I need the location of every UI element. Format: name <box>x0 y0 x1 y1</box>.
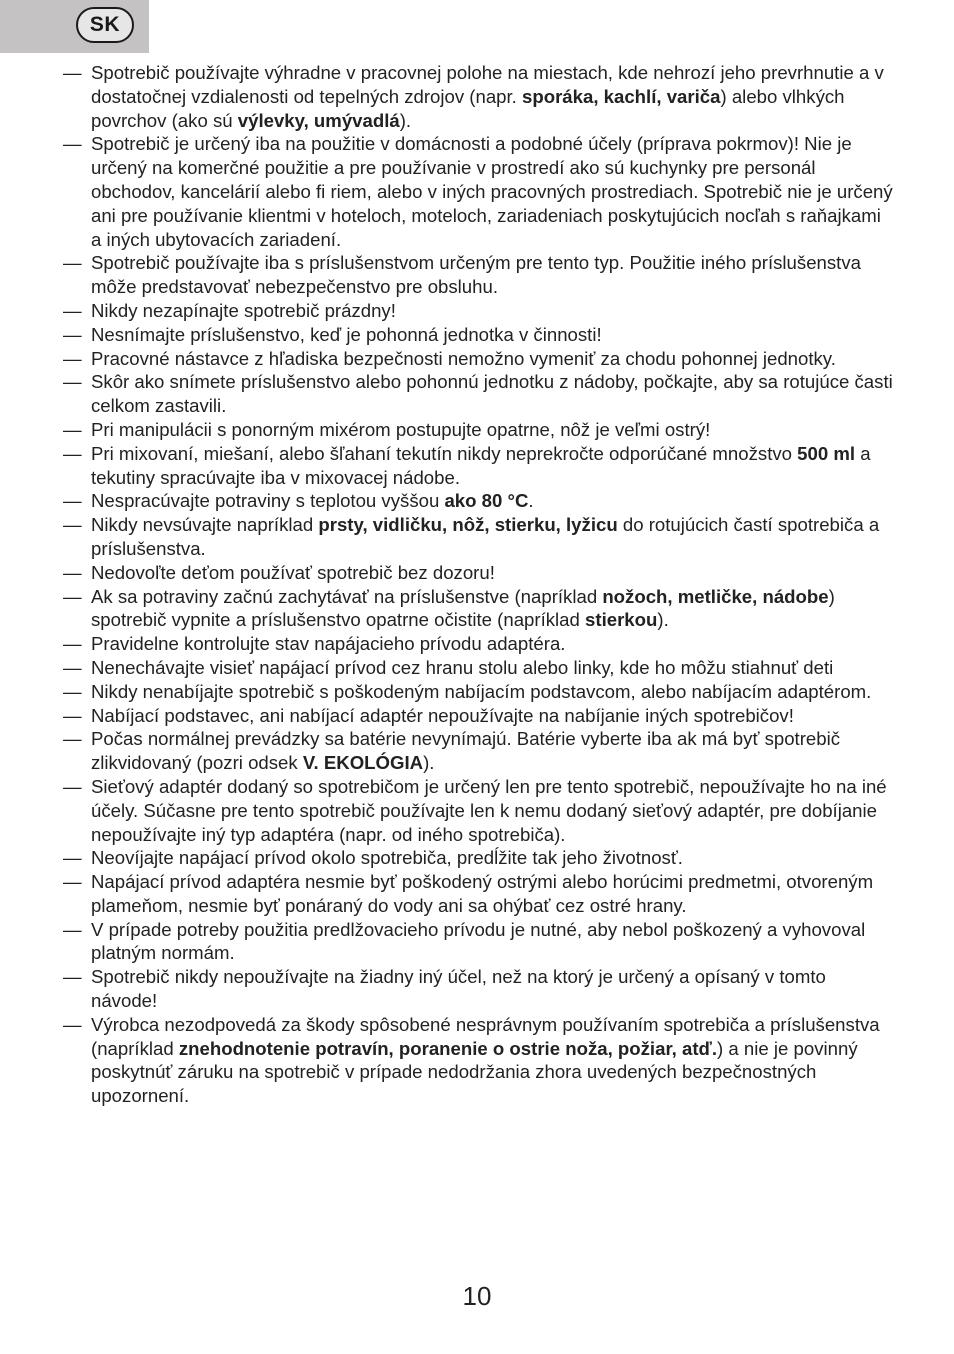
safety-instruction-item <box>63 680 893 704</box>
instruction-text: ) alebo vlhkých povrchov (ako sú <box>91 85 850 131</box>
emphasized-text: V. EKOLÓGIA <box>302 752 424 774</box>
emphasized-text: prsty, vidličku, nôž, stierku, lyžicu <box>318 514 618 536</box>
emphasized-text: znehodnotenie potravín, poranenie o ostrie noža, požiar, atď. <box>178 1037 718 1059</box>
instruction-text: do rotujúcich častí spotrebiča a príslušenstva. <box>91 514 885 559</box>
safety-instruction-item <box>63 561 893 585</box>
instruction-text: ). <box>399 109 412 131</box>
safety-instruction-item <box>63 656 893 680</box>
safety-instruction-item <box>63 442 893 490</box>
safety-instructions-list <box>63 61 898 1108</box>
instruction-text: Nedovoľte deťom používať spotrebič bez dozoru! <box>91 561 495 583</box>
safety-instruction-item <box>63 323 893 347</box>
instruction-text: Spotrebič je určený iba na použitie v domácnosti a podobné účely (príprava pokrmov)! Nie je určený na komerčné použitie a pre používanie v prostredí ako sú kuchynky pre personál obchodov, kancelárií alebo fi riem, alebo v iných pracovných prostrediach. Spotrebič nie je určený ani pre používanie klientmi v hoteloch, moteloch, zariadeniach poskytujúcich nocľah s raňajkami a iných ubytovacích zariadení. <box>91 133 898 250</box>
safety-instruction-item <box>63 489 893 513</box>
instruction-text: Pri mixovaní, miešaní, alebo šľahaní tekutín nikdy neprekročte odporúčané množstvo <box>91 442 798 464</box>
instruction-text: Spotrebič nikdy nepoužívajte na žiadny iný účel, než na ktorý je určený a opísaný v tomto návode! <box>91 966 832 1012</box>
safety-instruction-item <box>63 513 893 561</box>
safety-instruction-item <box>63 370 898 418</box>
instruction-text: Skôr ako snímete príslušenstvo alebo pohonnú jednotku z nádoby, počkajte, aby sa rotujúce časti celkom zastavili. <box>91 371 898 417</box>
safety-instruction-item <box>63 1013 893 1108</box>
instruction-text: Výrobca nezodpovedá za škody spôsobené nesprávnym používaním spotrebiča a príslušenstva (napríklad <box>91 1013 885 1059</box>
instruction-text: Pravidelne kontrolujte stav napájacieho prívodu adaptéra. <box>91 633 566 655</box>
safety-instruction-item <box>63 418 893 442</box>
instruction-text: ). <box>657 609 669 631</box>
instruction-text: Napájací prívod adaptéra nesmie byť poškodený ostrými alebo horúcimi predmetmi, otvoreným plameňom, nesmie byť ponáraný do vody ani sa ohýbať cez ostré hrany. <box>91 871 879 916</box>
instruction-text: ) spotrebič vypnite a príslušenstvo opatrne očistite (napríklad <box>91 585 840 631</box>
safety-instruction-item <box>63 61 893 132</box>
instruction-text: . <box>528 490 534 512</box>
page-number: 10 <box>462 1281 492 1311</box>
instruction-text: Nesnímajte príslušenstvo, keď je pohonná jednotka v činnosti! <box>91 323 602 345</box>
emphasized-text: sporáka, kachlí, variča <box>522 85 721 107</box>
instruction-text: Spotrebič používajte výhradne v pracovnej polohe na miestach, kde nehrozí jeho prevrhnutie a v dostatočnej vzdialenosti od tepelných zdrojov (napr. <box>91 62 889 107</box>
emphasized-text: výlevky, umývadlá <box>237 109 400 131</box>
safety-instruction-item <box>63 846 893 870</box>
instruction-text: ) a nie je povinný poskytnúť záruku na spotrebič v prípade nedodržania zhora uvedených bezpečnostných upozornení. <box>91 1037 863 1107</box>
safety-instruction-item <box>63 132 898 251</box>
safety-instruction-item <box>63 251 893 299</box>
instruction-text: Sieťový adaptér dodaný so spotrebičom je určený len pre tento spotrebič, nepoužívajte ho na iné účely. Súčasne pre tento spotrebič používajte len k nemu dodaný sieťový adaptér, pre dobíjanie nepoužívajte iný typ adaptéra (napr. od iného spotrebiča). <box>91 775 892 845</box>
emphasized-text: 500 ml <box>797 442 856 464</box>
instruction-text: Nespracúvajte potraviny s teplotou vyššou <box>91 490 445 512</box>
instruction-text: Nabíjací podstavec, ani nabíjací adaptér nepoužívajte na nabíjanie iných spotrebičov! <box>91 704 794 726</box>
instruction-text: Počas normálnej prevádzky sa batérie nevynímajú. Batérie vyberte iba ak má byť spotrebič zlikvidovaný (pozri odsek <box>91 728 846 774</box>
emphasized-text: ako 80 °C <box>444 490 529 512</box>
instruction-text: Nikdy nevsúvajte napríklad <box>91 514 319 536</box>
instruction-text: Nenechávajte visieť napájací prívod cez hranu stolu alebo linky, kde ho môžu stiahnuť deti <box>91 656 834 678</box>
instruction-text: ). <box>423 752 435 774</box>
instruction-text: Pri manipulácii s ponorným mixérom postupujte opatrne, nôž je veľmi ostrý! <box>91 418 711 440</box>
instruction-text: Spotrebič používajte iba s príslušenstvom určeným pre tento typ. Použitie iného príslušenstva môže predstavovať nebezpečenstvo pre obsluhu. <box>91 252 867 298</box>
instruction-text: a tekutiny spracúvajte iba v mixovacej nádobe. <box>91 442 876 488</box>
instruction-text: Ak sa potraviny začnú zachytávať na príslušenstve (napríklad <box>91 585 603 607</box>
instruction-text: Nikdy nenabíjajte spotrebič s poškodeným nabíjacím podstavcom, alebo nabíjacím adaptérom. <box>91 680 872 702</box>
emphasized-text: nožoch, metličke, nádobe <box>602 585 829 607</box>
safety-instruction-item <box>63 347 893 371</box>
safety-instruction-item <box>63 299 893 323</box>
safety-instruction-item <box>63 632 893 656</box>
instruction-text: Pracovné nástavce z hľadiska bezpečnosti nemožno vymeniť za chodu pohonnej jednotky. <box>91 347 836 369</box>
instruction-text: Neovíjajte napájací prívod okolo spotrebiča, predĺžite tak jeho životnosť. <box>91 847 683 869</box>
safety-instruction-item <box>63 965 893 1013</box>
safety-instruction-item <box>63 585 893 633</box>
safety-instruction-item <box>63 918 893 966</box>
language-tab <box>0 0 149 53</box>
emphasized-text: stierkou <box>585 609 658 631</box>
safety-instruction-item <box>63 775 893 846</box>
instruction-text: Nikdy nezapínajte spotrebič prázdny! <box>91 299 396 321</box>
safety-instruction-item <box>63 727 893 775</box>
safety-instruction-item <box>63 704 893 728</box>
instruction-text: V prípade potreby použitia predlžovacieho prívodu je nutné, aby nebol poškozený a vyhovoval platným normám. <box>91 918 871 964</box>
safety-instruction-item <box>63 870 893 918</box>
language-badge: SK <box>76 7 134 43</box>
